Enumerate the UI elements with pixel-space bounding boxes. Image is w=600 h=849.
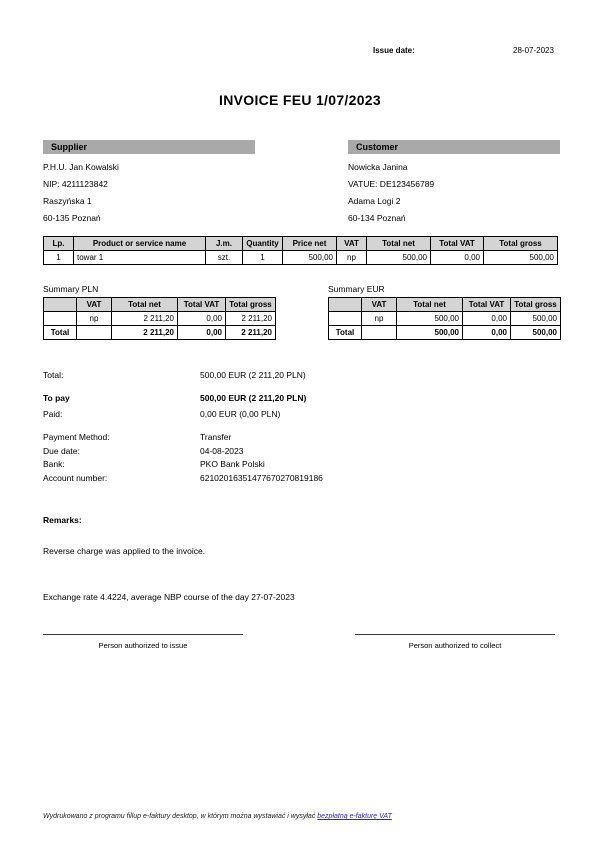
col-header-unit: J.m.: [206, 237, 243, 251]
supplier-tax-id: NIP: 4211123842: [43, 179, 108, 189]
item-product-name: towar 1: [74, 251, 206, 265]
invoice-title: INVOICE FEU 1/07/2023: [219, 92, 381, 108]
issue-date-label: Issue date:: [373, 46, 415, 55]
summary-eur-table: [328, 297, 561, 340]
summary-eur-header-row: [329, 298, 561, 312]
summary-pln-table: [43, 297, 276, 340]
signature-collect-block: [355, 634, 555, 650]
summary-pln-total-net: 2 211,20: [112, 326, 178, 340]
supplier-section-header: Supplier: [43, 140, 255, 154]
col-header-quantity: Quantity: [243, 237, 283, 251]
summary-pln-row-blank: [44, 312, 77, 326]
item-total-vat: 0,00: [431, 251, 484, 265]
customer-section-header: Customer: [348, 140, 560, 154]
remarks-exchange-rate: Exchange rate 4.4224, average NBP course of the day 27-07-2023: [43, 592, 295, 602]
footer-text: Wydrukowano z programu fillup e-faktury desktop, w którym można wystawiać i wysyłać: [43, 813, 318, 820]
summary-pln-row-total-vat: 0,00: [178, 312, 226, 326]
summary-eur-header-total-gross: Total gross: [511, 298, 561, 312]
summary-pln-total-vat-col: [77, 326, 112, 340]
summary-pln-row: [44, 312, 276, 326]
summary-eur-row-blank: [329, 312, 362, 326]
summary-eur-total-gross: 500,00: [511, 326, 561, 340]
customer-name: Nowicka Janina: [348, 162, 408, 172]
payment-paid-value: 0,00 EUR (0,00 PLN): [200, 409, 281, 419]
account-number-label: Account number:: [43, 473, 108, 483]
signature-issue-block: [43, 634, 243, 650]
summary-pln-header-total-vat: Total VAT: [178, 298, 226, 312]
items-table: [43, 236, 558, 265]
item-row: [44, 251, 558, 265]
account-number-value: 62102016351477670270819186: [200, 473, 323, 483]
summary-eur-row-total-gross: 500,00: [511, 312, 561, 326]
due-date-value: 04-08-2023: [200, 446, 244, 456]
summary-pln-total-row: [44, 326, 276, 340]
summary-pln-header-vat: VAT: [77, 298, 112, 312]
col-header-product-name: Product or service name: [74, 237, 206, 251]
item-unit: szt.: [206, 251, 243, 265]
col-header-price-net: Price net: [283, 237, 337, 251]
summary-pln-total-label: Total: [44, 326, 77, 340]
summary-pln-total-gross: 2 211,20: [226, 326, 276, 340]
col-header-vat: VAT: [337, 237, 367, 251]
footer-link[interactable]: bezpłatną e-fakturę VAT: [317, 813, 392, 820]
col-header-total-gross: Total gross: [484, 237, 558, 251]
customer-city: 60-134 Poznań: [348, 213, 406, 223]
summary-eur-title: Summary EUR: [328, 284, 385, 294]
summary-pln-header-blank: [44, 298, 77, 312]
customer-details: [348, 159, 434, 227]
customer-street: Adama Logi 2: [348, 196, 401, 206]
summary-eur-header-vat: VAT: [362, 298, 397, 312]
summary-eur-total-net: 500,00: [397, 326, 463, 340]
signature-issue-label: Person authorized to issue: [98, 641, 188, 650]
item-total-gross: 500,00: [484, 251, 558, 265]
signature-collect-label: Person authorized to collect: [408, 641, 502, 650]
signature-collect-line: [355, 634, 555, 641]
summary-eur-row-vat: np: [362, 312, 397, 326]
summary-eur-row: [329, 312, 561, 326]
items-table-header-row: [44, 237, 558, 251]
col-header-total-net: Total net: [367, 237, 431, 251]
item-vat: np: [337, 251, 367, 265]
supplier-city: 60-135 Poznań: [43, 213, 101, 223]
payment-method-label: Payment Method:: [43, 432, 110, 442]
payment-total-value: 500,00 EUR (2 211,20 PLN): [200, 370, 306, 380]
summary-pln-total-vat: 0,00: [178, 326, 226, 340]
item-quantity: 1: [243, 251, 283, 265]
summary-eur-row-total-net: 500,00: [397, 312, 463, 326]
payment-paid-label: Paid:: [43, 409, 63, 419]
due-date-label: Due date:: [43, 446, 80, 456]
summary-pln-header-row: [44, 298, 276, 312]
col-header-lp: Lp.: [44, 237, 74, 251]
payment-method-value: Transfer: [200, 432, 232, 442]
summary-pln-row-vat: np: [77, 312, 112, 326]
summary-eur-total-row: [329, 326, 561, 340]
summary-eur-total-vat-col: [362, 326, 397, 340]
payment-to-pay-value: 500,00 EUR (2 211,20 PLN): [200, 393, 307, 403]
item-price-net: 500,00: [283, 251, 337, 265]
summary-eur-header-total-vat: Total VAT: [463, 298, 511, 312]
summary-eur-header-blank: [329, 298, 362, 312]
bank-label: Bank:: [43, 459, 65, 469]
supplier-street: Raszyńska 1: [43, 196, 92, 206]
summary-pln-header-total-gross: Total gross: [226, 298, 276, 312]
summary-eur-row-total-vat: 0,00: [463, 312, 511, 326]
remarks-title: Remarks:: [43, 515, 82, 525]
signature-issue-line: [43, 634, 243, 641]
summary-eur-header-total-net: Total net: [397, 298, 463, 312]
supplier-name: P.H.U. Jan Kowalski: [43, 162, 119, 172]
remarks-reverse-charge: Reverse charge was applied to the invoice.: [43, 546, 206, 556]
col-header-total-vat: Total VAT: [431, 237, 484, 251]
issue-date-value: 28-07-2023: [513, 46, 554, 55]
payment-total-label: Total:: [43, 370, 64, 380]
summary-pln-title: Summary PLN: [43, 284, 99, 294]
summary-eur-total-vat: 0,00: [463, 326, 511, 340]
summary-eur-total-label: Total: [329, 326, 362, 340]
summary-pln-row-total-net: 2 211,20: [112, 312, 178, 326]
bank-value: PKO Bank Polski: [200, 459, 265, 469]
footer: [43, 813, 563, 820]
summary-pln-row-total-gross: 2 211,20: [226, 312, 276, 326]
customer-tax-id: VATUE: DE123456789: [348, 179, 435, 189]
summary-pln-header-total-net: Total net: [112, 298, 178, 312]
payment-to-pay-label: To pay: [43, 393, 70, 403]
item-lp: 1: [44, 251, 74, 265]
supplier-details: [43, 159, 119, 227]
item-total-net: 500,00: [367, 251, 431, 265]
